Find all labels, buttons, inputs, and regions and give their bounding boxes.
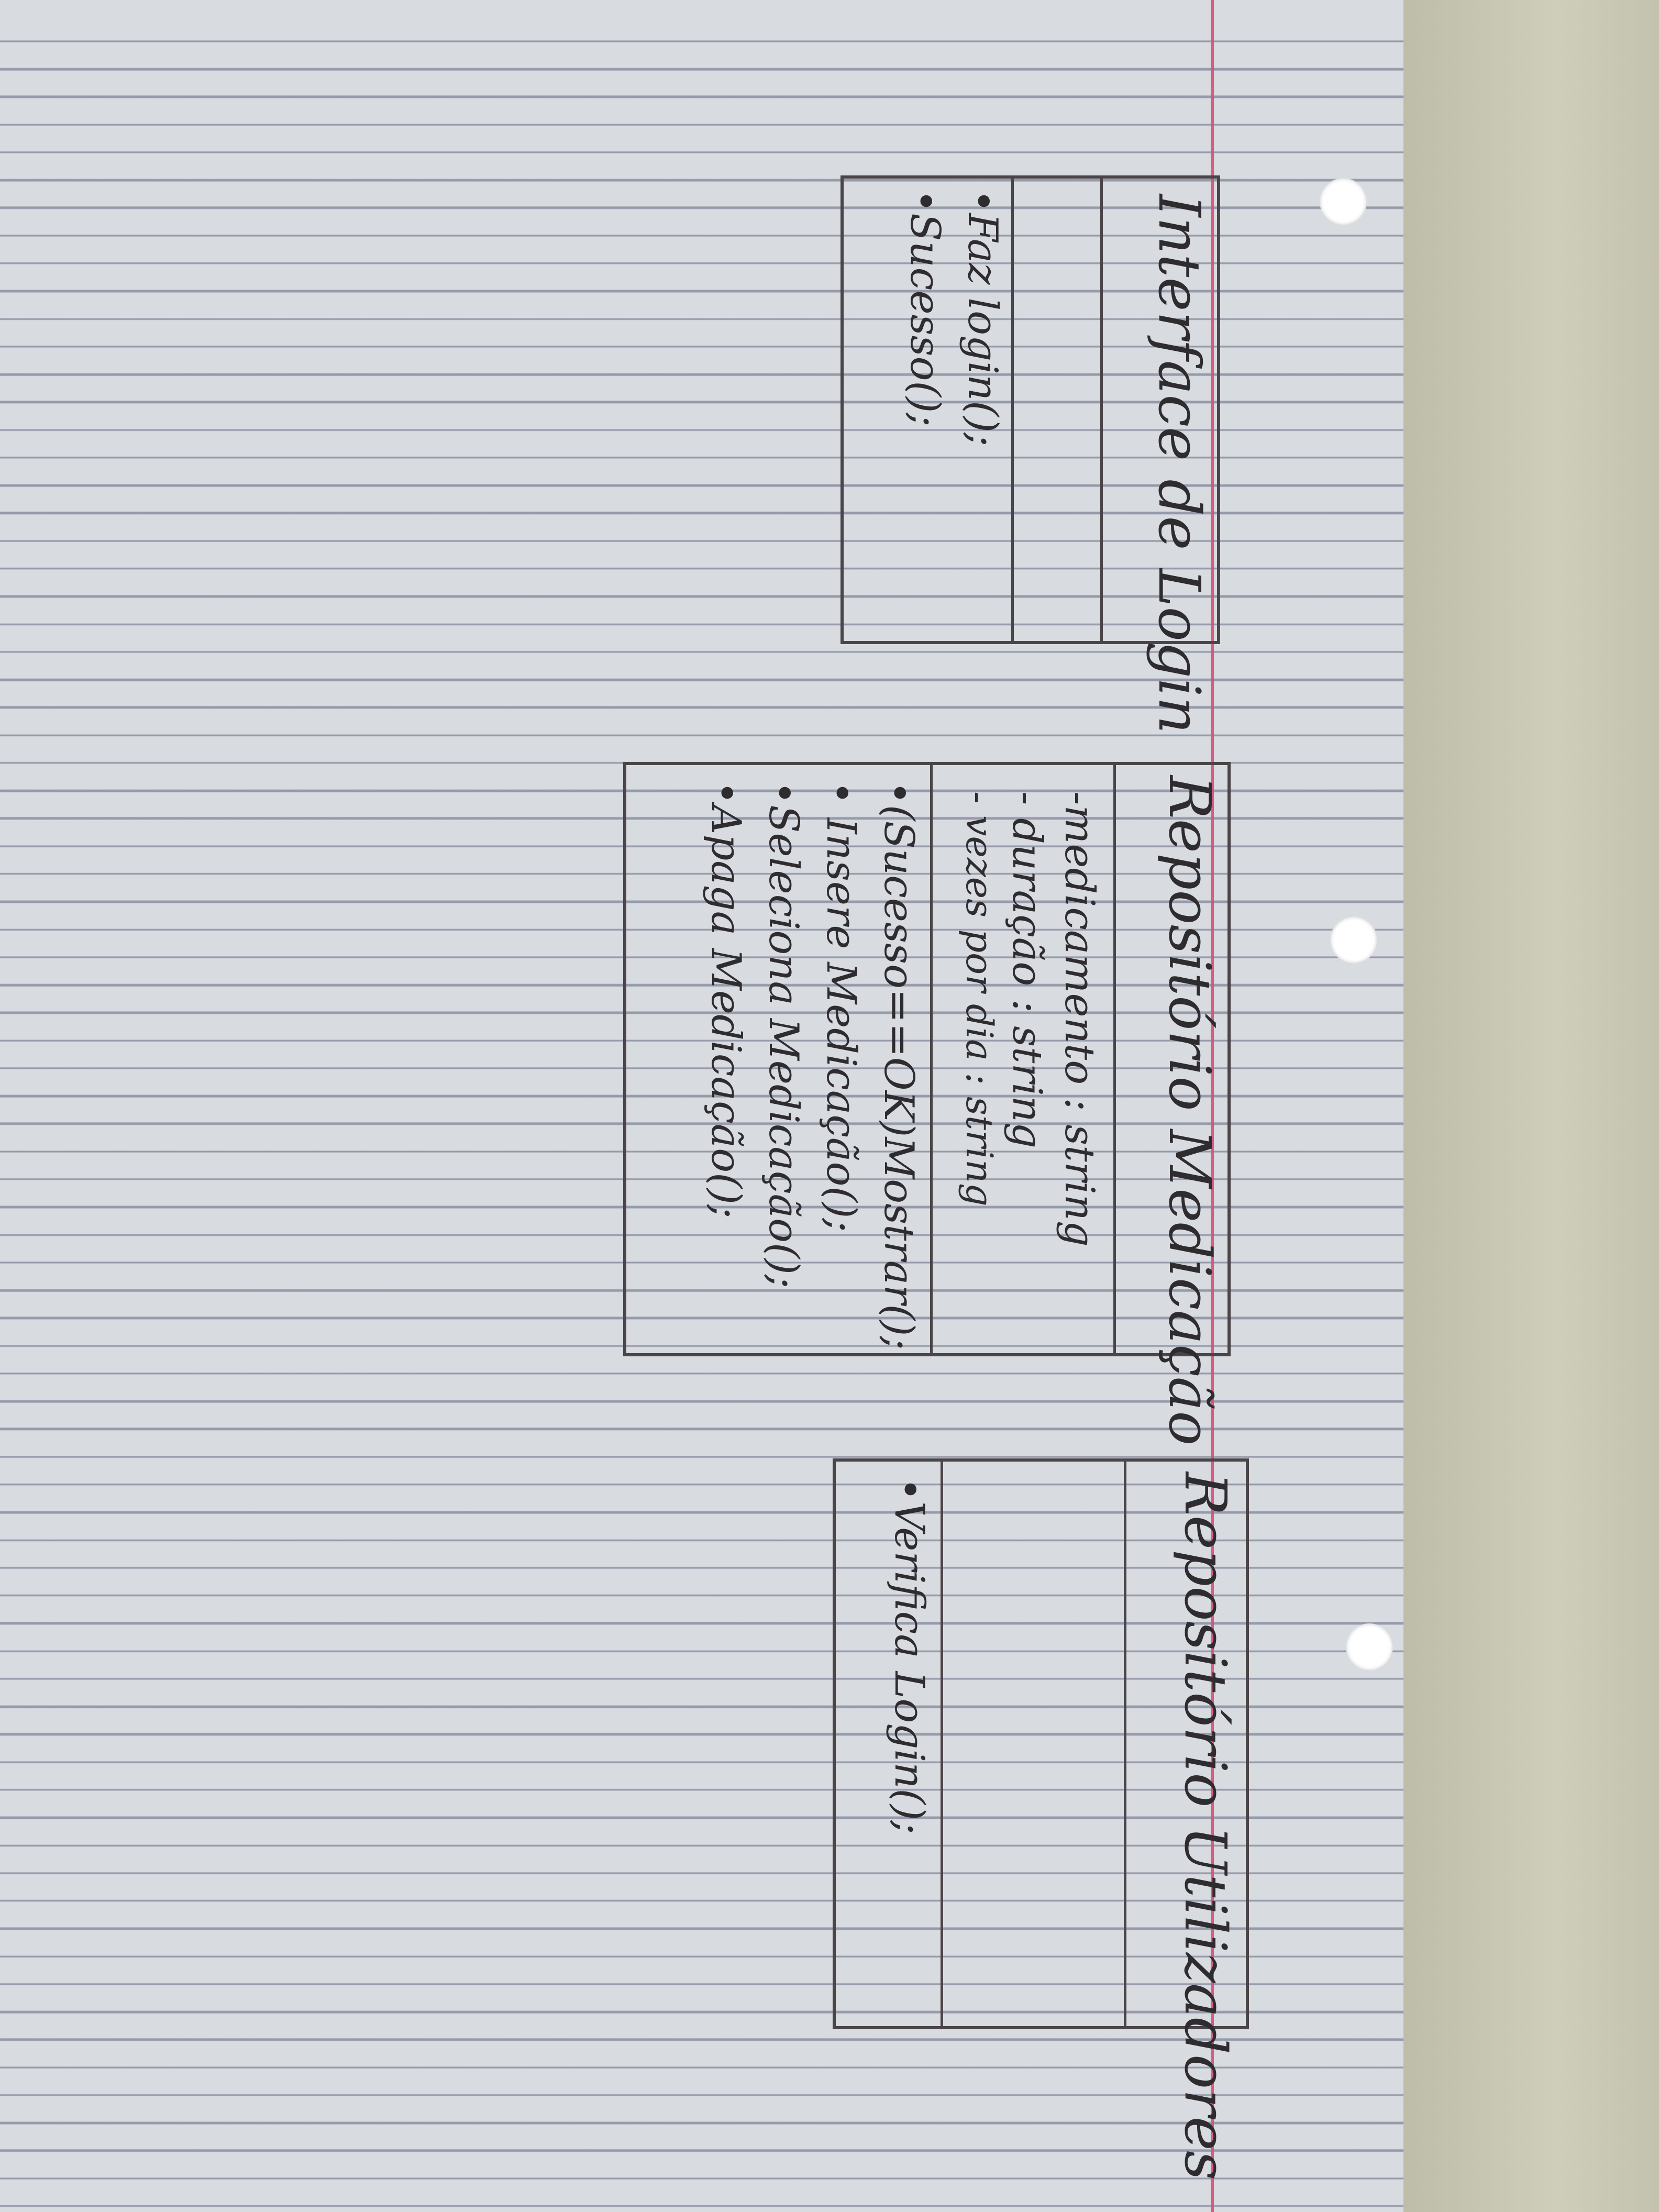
class-attribute: - duração : string	[1003, 791, 1050, 1148]
class-method: •Apaga Medicação();	[702, 781, 749, 1219]
class-title: Repositório Utilizadores	[1172, 1472, 1239, 2181]
class-method: •Faz login();	[959, 189, 1006, 447]
class-divider	[1100, 175, 1103, 644]
class-attribute: -medicamento : string	[1056, 791, 1103, 1247]
class-divider	[941, 1458, 943, 2029]
punch-hole	[1330, 916, 1377, 964]
class-divider	[1113, 762, 1116, 1356]
punch-hole	[1346, 1623, 1393, 1671]
class-method: •Verifica Login();	[886, 1477, 933, 1834]
class-repositorio-medicacao	[623, 762, 1231, 1446]
class-title: Interface de Login	[1146, 194, 1213, 734]
class-attribute: - vezes por dia : string	[958, 791, 1001, 1207]
class-method: •Seleciona Medicação();	[760, 781, 807, 1289]
class-divider	[1011, 175, 1014, 644]
class-title: Repositório Medicação	[1156, 776, 1223, 1446]
class-method: •Sucesso();	[901, 189, 948, 427]
class-method: •(Sucesso==OK)Mostrar();	[875, 781, 922, 1350]
punch-hole	[1320, 178, 1367, 225]
class-repositorio-utilizadores	[833, 1458, 1249, 2181]
class-interface-de-login	[840, 175, 1220, 734]
class-divider	[930, 762, 933, 1356]
table-surface	[1403, 0, 1659, 2212]
class-method: • Insere Medicação();	[817, 781, 865, 1232]
class-divider	[1124, 1458, 1126, 2029]
